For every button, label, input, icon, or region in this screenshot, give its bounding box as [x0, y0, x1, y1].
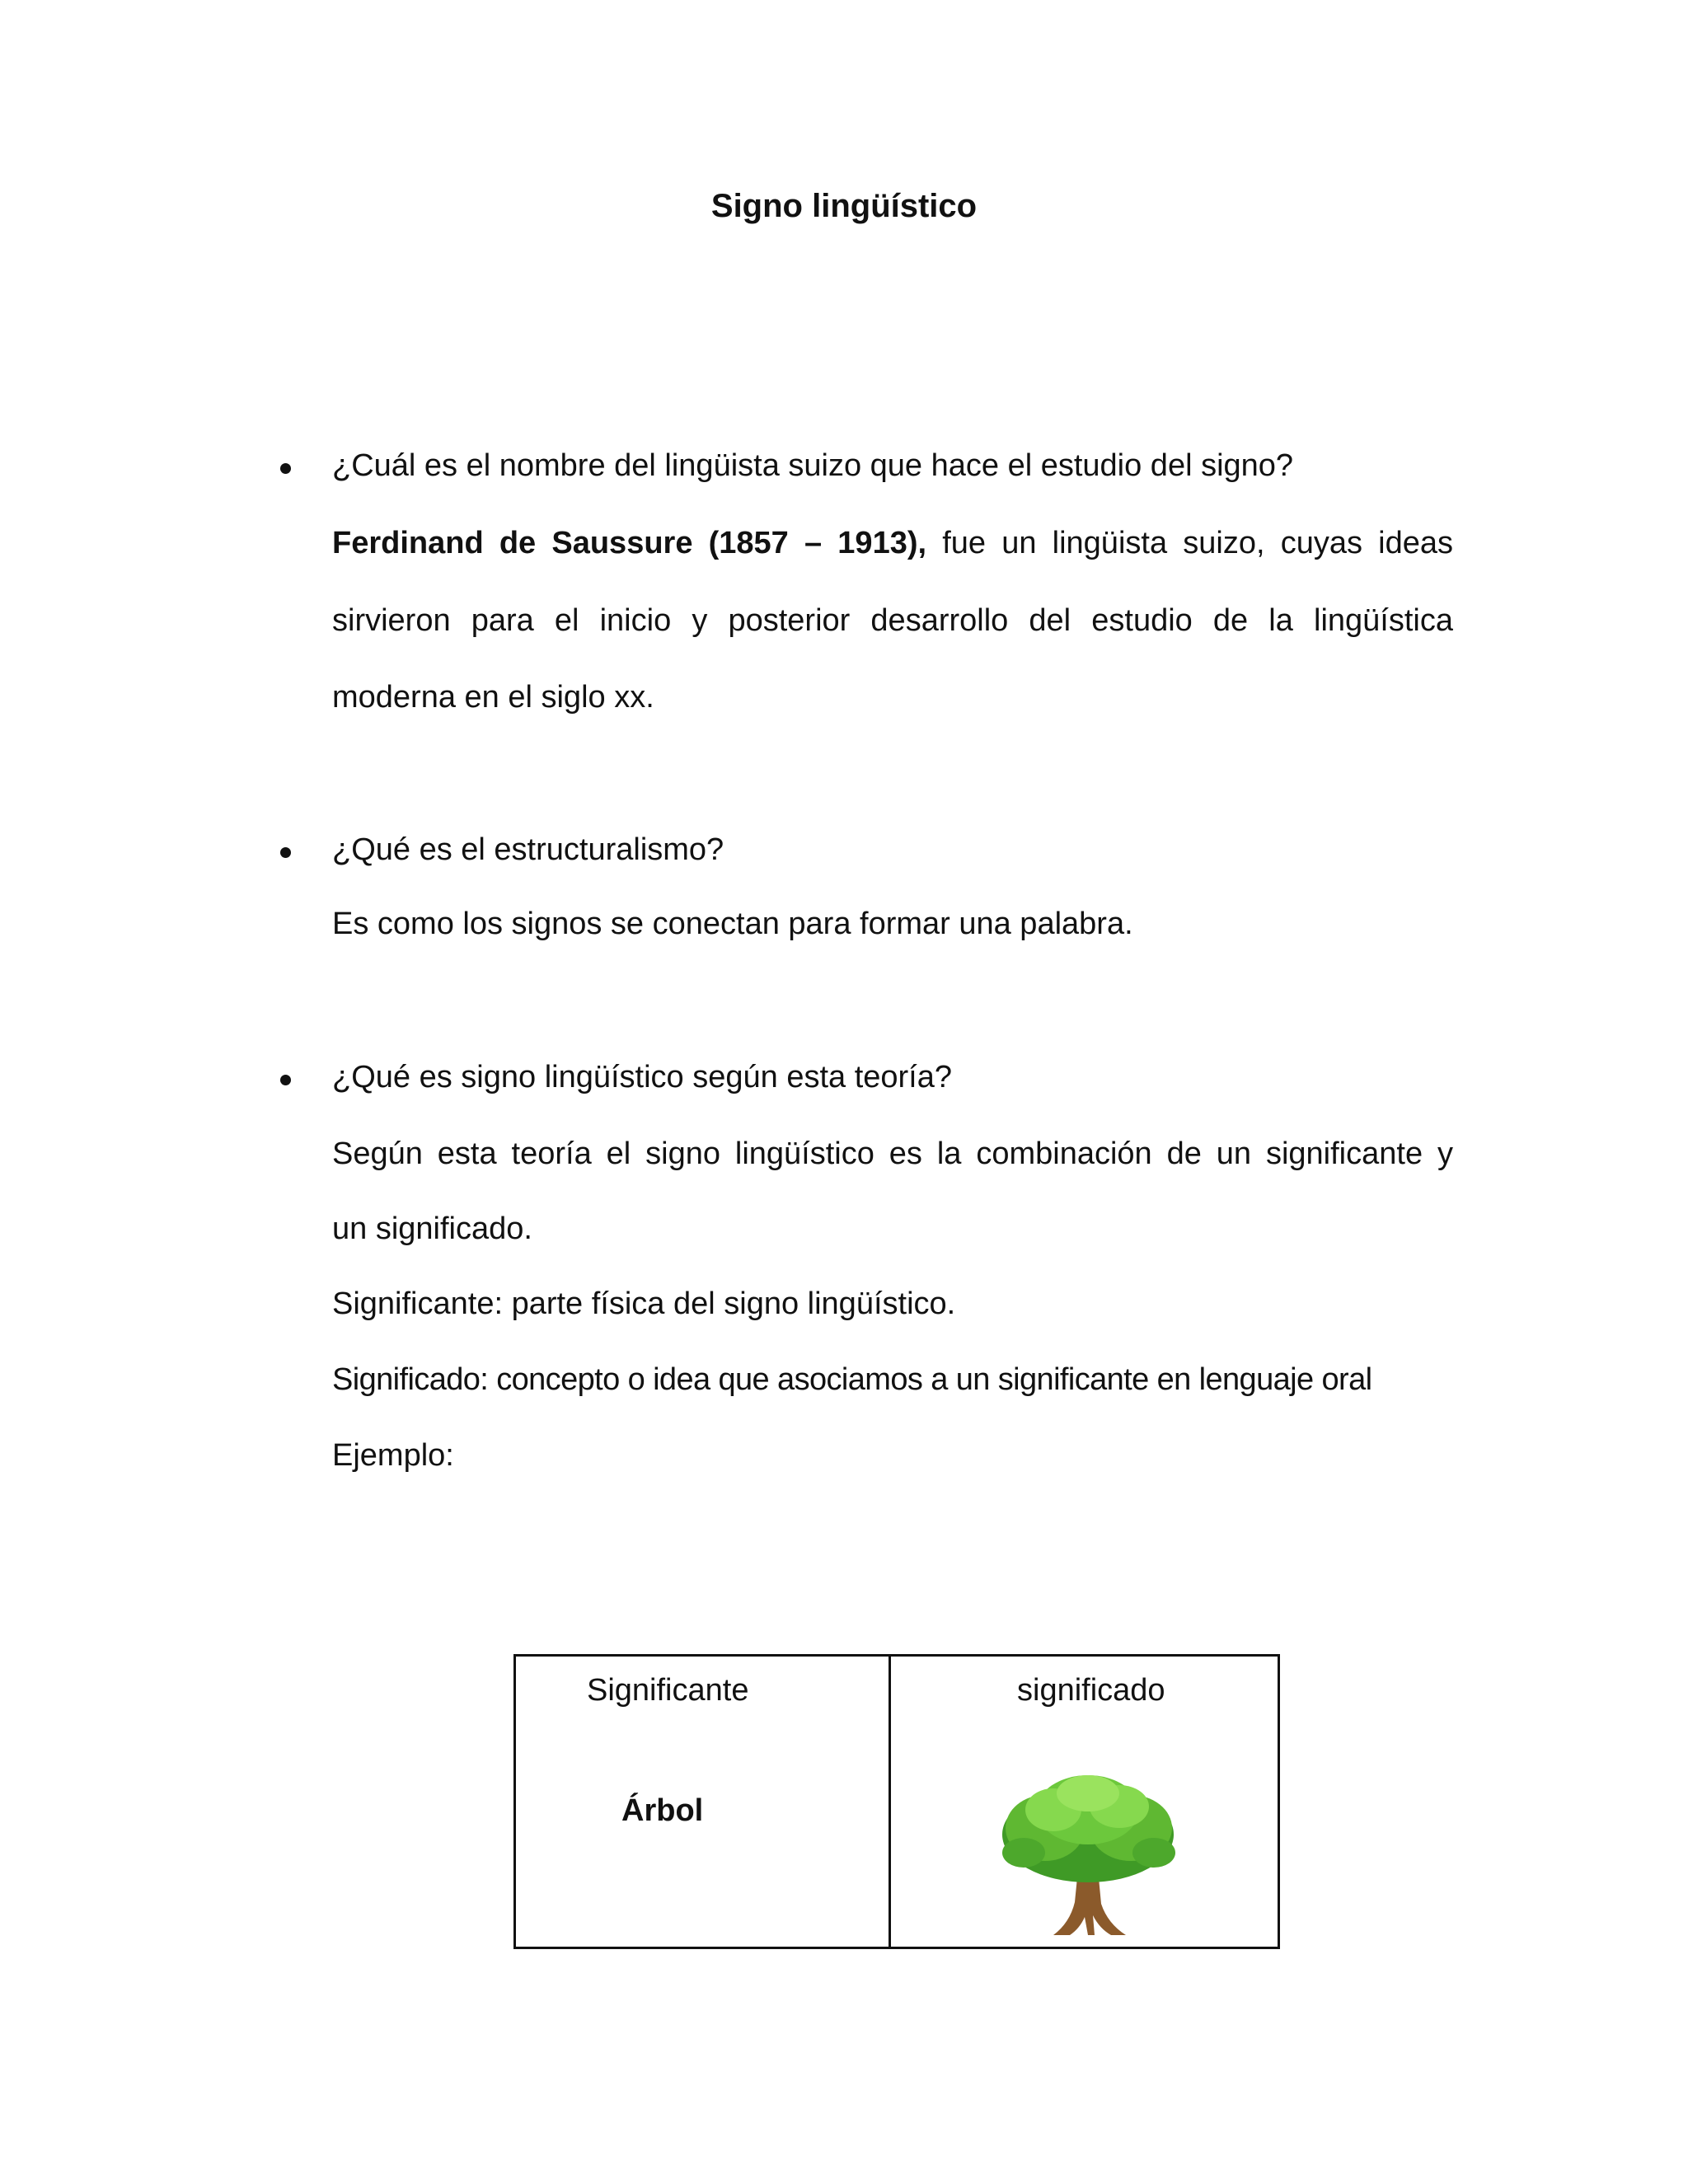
answer-3-line-1: Según esta teoría el signo lingüístico es la combinación de un significante y: [332, 1137, 1453, 1171]
table-value-arbol: Árbol: [621, 1793, 704, 1828]
answer-1-rest: fue un lingüista suizo, cuyas ideas: [926, 526, 1453, 560]
answer-1-line-1: [332, 524, 1453, 562]
answer-1-line-3: moderna en el siglo xx.: [332, 680, 654, 715]
question-3: ¿Qué es signo lingüístico según esta teoría?: [332, 1060, 953, 1094]
table-header-significante: Significante: [587, 1673, 749, 1708]
answer-1-line-2: sirvieron para el inicio y posterior desarrollo del estudio de la lingüística: [332, 603, 1453, 638]
bullet-icon: [277, 460, 293, 476]
table-header-significado: significado: [1017, 1673, 1165, 1708]
question-2: ¿Qué es el estructuralismo?: [332, 832, 724, 867]
example-label: Ejemplo:: [332, 1438, 454, 1473]
answer-1-bold: Ferdinand de Saussure (1857 – 1913),: [332, 526, 927, 560]
answer-3-line-2: un significado.: [332, 1212, 532, 1246]
bullet-icon: [277, 844, 293, 860]
significante-definition: Significante: parte física del signo lingüístico.: [332, 1286, 956, 1321]
bullet-icon: [277, 1071, 293, 1088]
question-1: ¿Cuál es el nombre del lingüista suizo que hace el estudio del signo?: [332, 448, 1294, 483]
significado-definition: Significado: concepto o idea que asociamos a un significante en lenguaje oral: [332, 1362, 1372, 1397]
tree-icon: [996, 1770, 1180, 1940]
table-divider: [889, 1654, 891, 1949]
page-title: Signo lingüístico: [710, 188, 978, 224]
answer-2: Es como los signos se conectan para formar una palabra.: [332, 907, 1133, 941]
